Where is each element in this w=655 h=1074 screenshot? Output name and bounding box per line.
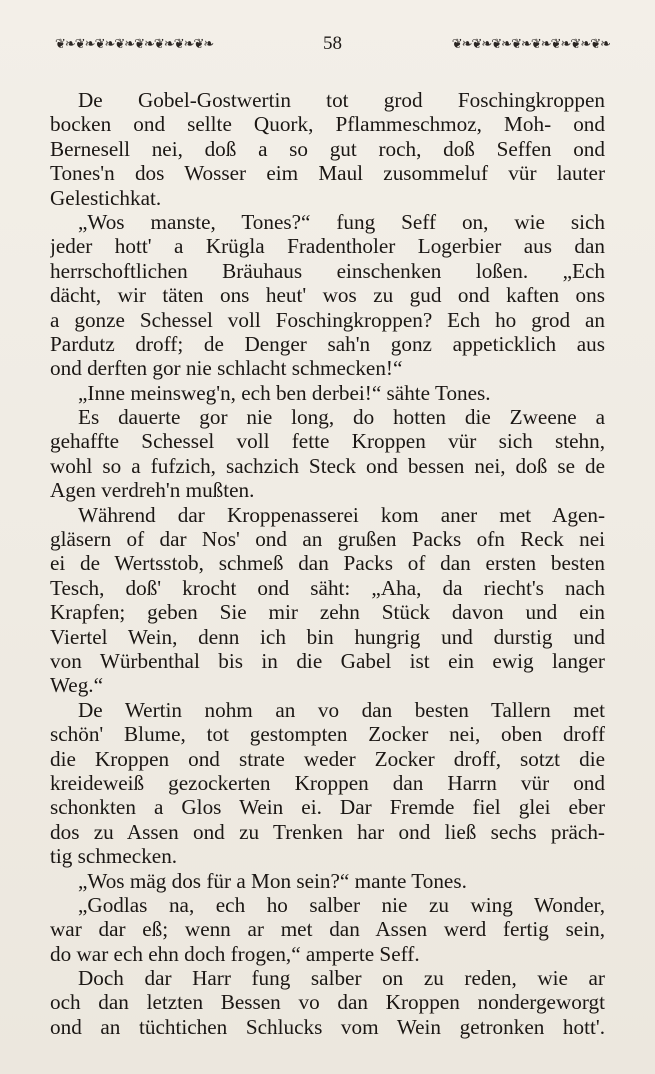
text-line: Gelestichkat.: [50, 185, 162, 210]
page-header: [55, 30, 610, 58]
text-line: De Wertin nohm an vo dan besten Tallern met: [78, 697, 605, 722]
text-line: „Wos manste, Tones?“ fung Seff on, wie sich: [78, 209, 605, 234]
text-line: war dar eß; wenn ar met dan Assen werd fertig sein,: [50, 917, 605, 942]
text-line: Pardutz droff; de Denger sah'n gonz appeticklich aus: [50, 331, 605, 356]
text-line: Doch dar Harr fung salber on zu reden, wie ar: [78, 966, 605, 991]
text-line: Krapfen; geben Sie mir zehn Stück davon und ein: [50, 600, 605, 625]
text-line: Es dauerte gor nie long, do hotten die Zweene a: [78, 405, 605, 430]
text-line: De Gobel-Gostwertin tot grod Foschingkroppen: [78, 88, 605, 112]
page-number: 58: [323, 33, 342, 54]
text-line: von Würbenthal bis in die Gabel ist ein ewig langer: [50, 648, 605, 673]
text-line: schön' Blume, tot gestompten Zocker nei, oben droff: [50, 722, 605, 747]
text-line: tig schmecken.: [50, 844, 178, 869]
text-line: Tones'n dos Wosser eim Maul zusommeluf vür lauter: [50, 161, 605, 186]
text-line: die Kroppen ond strate weder Zocker droff, sotzt die: [50, 746, 605, 771]
text-line: do war ech ehn doch frogen,“ amperte Seff.: [50, 941, 420, 966]
text-line: ei de Wertsstob, schmeß dan Packs of dan ersten besten: [50, 551, 605, 576]
text-line: Agen verdreh'n mußten.: [50, 478, 255, 503]
text-line: dächt, wir täten ons heut' wos zu gud ond kaften ons: [50, 283, 605, 308]
text-line: gläsern of dar Nos' ond an grußen Packs ofn Reck nei: [50, 527, 605, 552]
body-text: [50, 88, 605, 1039]
text-line: a gonze Schessel voll Foschingkroppen? Ech ho grod an: [50, 307, 605, 332]
text-line: kreideweiß gezockerten Kroppen dan Harrn vür ond: [50, 770, 605, 795]
text-line: bocken ond sellte Quork, Pflammeschmoz, Moh- ond: [50, 112, 605, 137]
text-line: dos zu Assen ond zu Trenken har ond ließ sechs präch-: [50, 819, 605, 844]
header-ornament-left: ❦❧❦❧❦❧❦❧❦❧❦❧❦❧❦❧: [55, 36, 214, 52]
text-line: ond derften gor nie schlacht schmecken!“: [50, 356, 403, 381]
text-line: och dan letzten Bessen vo dan Kroppen nondergeworgt: [50, 990, 605, 1015]
text-line: gehaffte Schessel voll fette Kroppen vür sich stehn,: [50, 429, 605, 454]
text-line: Weg.“: [50, 673, 103, 698]
header-ornament-right: ❦❧❦❧❦❧❦❧❦❧❦❧❦❧❦❧: [451, 36, 610, 52]
text-line: „Wos mäg dos für a Mon sein?“ mante Tones.: [78, 868, 467, 893]
text-line: Während dar Kroppenasserei kom aner met Agen-: [78, 502, 605, 527]
text-line: wohl so a fufzich, sachzich Steck ond bessen nei, doß se de: [50, 453, 605, 478]
text-line: ond an tüchtichen Schlucks vom Wein getronken hott'.: [50, 1014, 605, 1039]
text-line: „Godlas na, ech ho salber nie zu wing Wonder,: [78, 892, 605, 917]
text-line: Bernesell nei, doß a so gut roch, doß Seffen ond: [50, 136, 605, 161]
text-line: Viertel Wein, denn ich bin hungrig und durstig und: [50, 624, 605, 649]
text-line: Tesch, doß' krocht ond säht: „Aha, da riecht's nach: [50, 575, 605, 600]
text-line: „Inne meinsweg'n, ech ben derbei!“ sähte Tones.: [78, 380, 491, 405]
text-line: schonkten a Glos Wein ei. Dar Fremde fiel glei eber: [50, 795, 605, 820]
text-line: herrschoftlichen Bräuhaus einschenken loßen. „Ech: [50, 258, 605, 283]
text-line: jeder hott' a Krügla Fradentholer Logerbier aus dan: [50, 234, 605, 259]
